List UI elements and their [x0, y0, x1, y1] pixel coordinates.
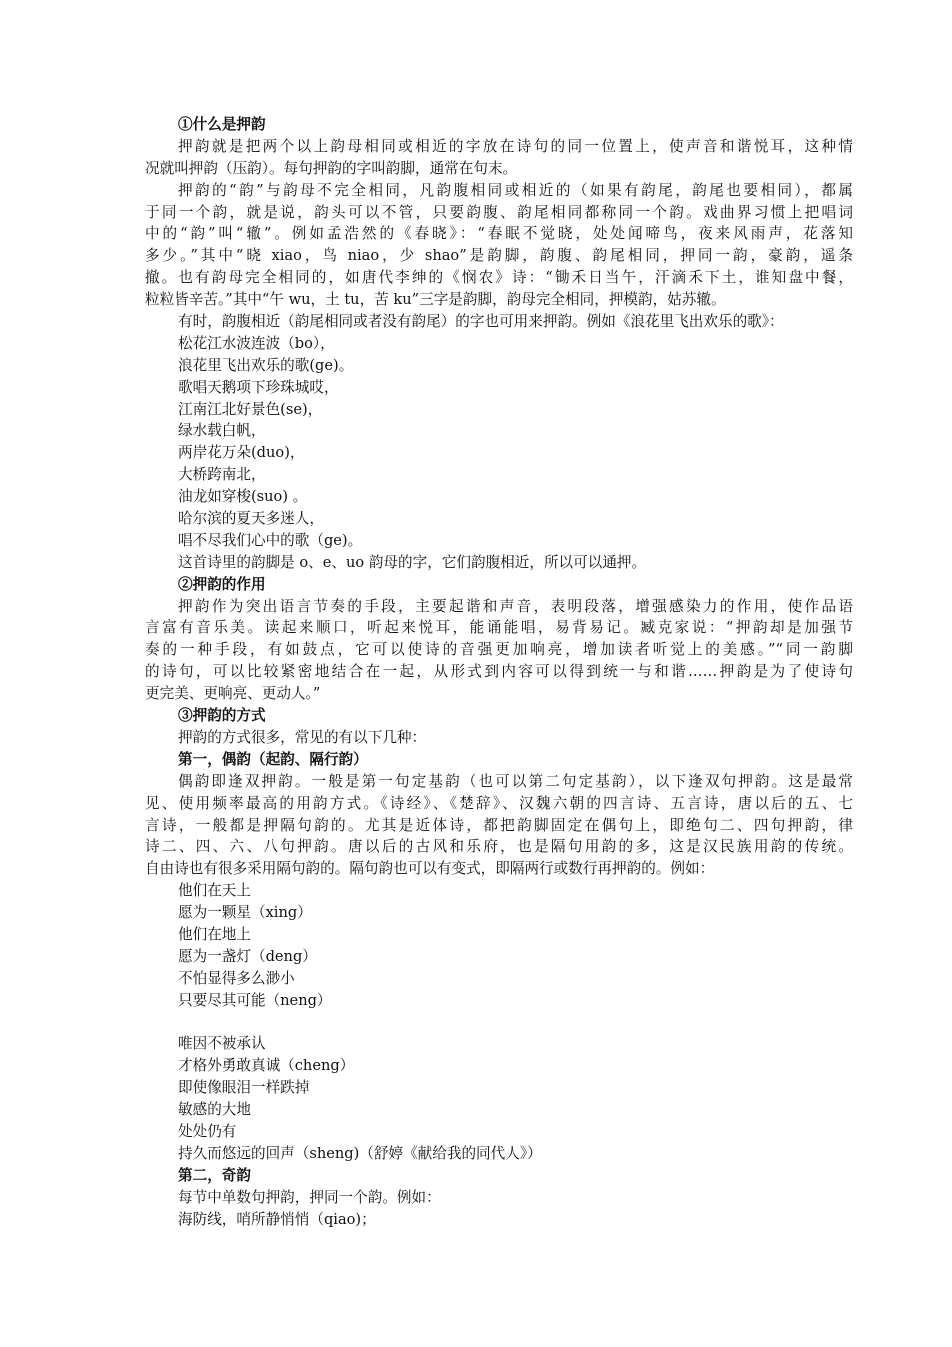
paragraph-rhyme-explanation: 这首诗里的韵脚是 o、e、uo 韵母的字，它们韵腹相近，所以可以通押。	[178, 553, 647, 571]
paragraph-line: 于同一个韵，就是说，韵头可以不管，只要韵腹、韵尾相同都称同一个韵。戏曲界习惯上把唱词	[145, 203, 853, 221]
poem-line: 愿为一颗星（xing）	[178, 904, 312, 922]
poem-line: 浪花里飞出欢乐的歌(ge)。	[178, 356, 354, 374]
poem-line: 不怕显得多么渺小	[178, 969, 295, 987]
paragraph-rhyme-vs-final	[145, 180, 853, 311]
paragraph-line: 押韵作为突出语言节奏的手段，主要起谐和声音，表明段落，增强感染力的作用，使作品语	[178, 597, 853, 615]
poem-line: 哈尔滨的夏天多迷人，	[178, 510, 324, 528]
paragraph-line: 粒粒皆辛苦。”其中“午 wu，土 tu，苦 ku”三字是韵脚，韵母完全相同，押模韵，姑苏辙。	[145, 291, 726, 309]
paragraph-line: 押韵就是把两个以上韵母相同或相近的字放在诗句的同一位置上，使声音和谐悦耳，这种情	[178, 137, 853, 155]
poem-shu-ting-stanza-1	[145, 880, 853, 1011]
poem-line: 才格外勇敢真诚（cheng）	[178, 1057, 355, 1075]
paragraph-line: 撤。也有韵母完全相同的，如唐代李绅的《悯农》诗：“锄禾日当午，汗滴禾下土，谁知盘中餐，	[145, 269, 853, 287]
poem-line: 绿水载白帆，	[178, 422, 266, 440]
poem-line: 他们在天上	[178, 882, 251, 900]
poem-line: 敏感的大地	[178, 1101, 251, 1119]
paragraph-line: 言富有音乐美。读起来顺口，听起来悦耳，能诵能唱，易背易记。臧克家说：“押韵却是加强节	[145, 619, 853, 637]
paragraph-methods-intro: 押韵的方式很多，常见的有以下几种：	[178, 728, 427, 746]
paragraph-line: 自由诗也有很多采用隔句韵的。隔句韵也可以有变式，即隔两行或数行再押韵的。例如：	[145, 860, 715, 878]
poem-shu-ting-stanza-2	[145, 1033, 853, 1164]
paragraph-line: 偶韵即逢双押韵。一般是第一句定基韵（也可以第二句定基韵），以下逢双句押韵。这是最常	[178, 772, 853, 790]
poem-line: 他们在地上	[178, 925, 251, 943]
paragraph-line: 言诗，一般都是押隔句韵的。尤其是近体诗，都把韵脚固定在偶句上，即绝句二、四句押韵，律	[145, 816, 853, 834]
poem-coastline	[145, 1209, 853, 1231]
paragraph-line: 中的“韵”叫“辙”。例如孟浩然的《春晓》：“春眠不觉晓，处处闻啼鸟，夜来风雨声，花落知	[145, 225, 853, 243]
poem-line: 江南江北好景色(se)，	[178, 400, 323, 418]
paragraph-near-rhyme: 有时，韵腹相近（韵尾相同或者没有韵尾）的字也可用来押韵。例如《浪花里飞出欢乐的歌》：	[178, 313, 784, 331]
poem-line: 松花江水波连波（bo），	[178, 334, 335, 352]
paragraph-definition	[145, 136, 853, 180]
poem-line: 油龙如穿梭(suo) 。	[178, 488, 308, 506]
poem-line: 两岸花万朵(duo)，	[178, 444, 305, 462]
poem-line: 海防线，哨所静悄悄（qiao)；	[178, 1210, 376, 1228]
poem-line: 唯因不被承认	[178, 1035, 266, 1053]
paragraph-odd-rhyme: 每节中单数句押韵，押同一个韵。例如：	[178, 1188, 441, 1206]
paragraph-line: 诗二、四、六、八句押韵。唐以后的古风和乐府，也是隔句用韵的多，这是汉民族用韵的传统。	[145, 838, 853, 856]
heading-what-is-rhyme: ①什么是押韵	[178, 116, 266, 133]
paragraph-line: 的诗句，可以比较紧密地结合在一起，从形式到内容可以得到统一与和谐……押韵是为了使诗句	[145, 663, 853, 681]
poem-line: 愿为一盏灯（deng）	[178, 947, 317, 965]
paragraph-line: 奏的一种手段，有如鼓点，它可以使诗的音强更加响亮，增加读者听觉上的美感。”“同一韵脚	[145, 641, 853, 659]
paragraph-even-rhyme	[145, 771, 853, 880]
paragraph-line: 见、使用频率最高的用韵方式。《诗经》、《楚辞》、汉魏六朝的四言诗、五言诗，唐以后的五、七	[145, 794, 853, 812]
poem-line: 唱不尽我们心中的歌（ge)。	[178, 531, 363, 549]
paragraph-line: 多少。”其中“晓 xiao，鸟 niao，少 shao”是韵脚，韵腹、韵尾相同，押同一韵，豪韵，遥条	[145, 247, 853, 265]
poem-line: 只要尽其可能（neng）	[178, 991, 332, 1009]
paragraph-line: 况就叫押韵（压韵）。每句押韵的字叫韵脚，通常在句末。	[145, 159, 518, 177]
subheading-even-rhyme: 第一，偶韵（起韵、隔行韵）	[178, 750, 368, 768]
poem-line: 持久而悠远的回声（sheng)（舒婷《献给我的同代人》）	[178, 1144, 542, 1162]
heading-function-of-rhyme: ②押韵的作用	[178, 575, 266, 593]
paragraph-line: 押韵的“韵”与韵母不完全相同，凡韵腹相同或相近的（如果有韵尾，韵尾也要相同），都属	[178, 181, 853, 199]
subheading-odd-rhyme: 第二，奇韵	[178, 1166, 251, 1184]
stanza-break	[145, 1012, 853, 1034]
heading-rhyme-methods: ③押韵的方式	[178, 707, 266, 725]
poem-line: 即使像眼泪一样跌掉	[178, 1079, 310, 1097]
poem-line: 大桥跨南北，	[178, 466, 266, 484]
poem-line: 歌唱天鹅项下珍珠城哎，	[178, 378, 339, 396]
poem-line: 处处仍有	[178, 1122, 237, 1140]
paragraph-line: 更完美、更响亮、更动人。”	[145, 685, 321, 703]
poem-songhua-river	[145, 333, 853, 552]
paragraph-function	[145, 596, 853, 705]
document-page	[145, 114, 853, 1230]
